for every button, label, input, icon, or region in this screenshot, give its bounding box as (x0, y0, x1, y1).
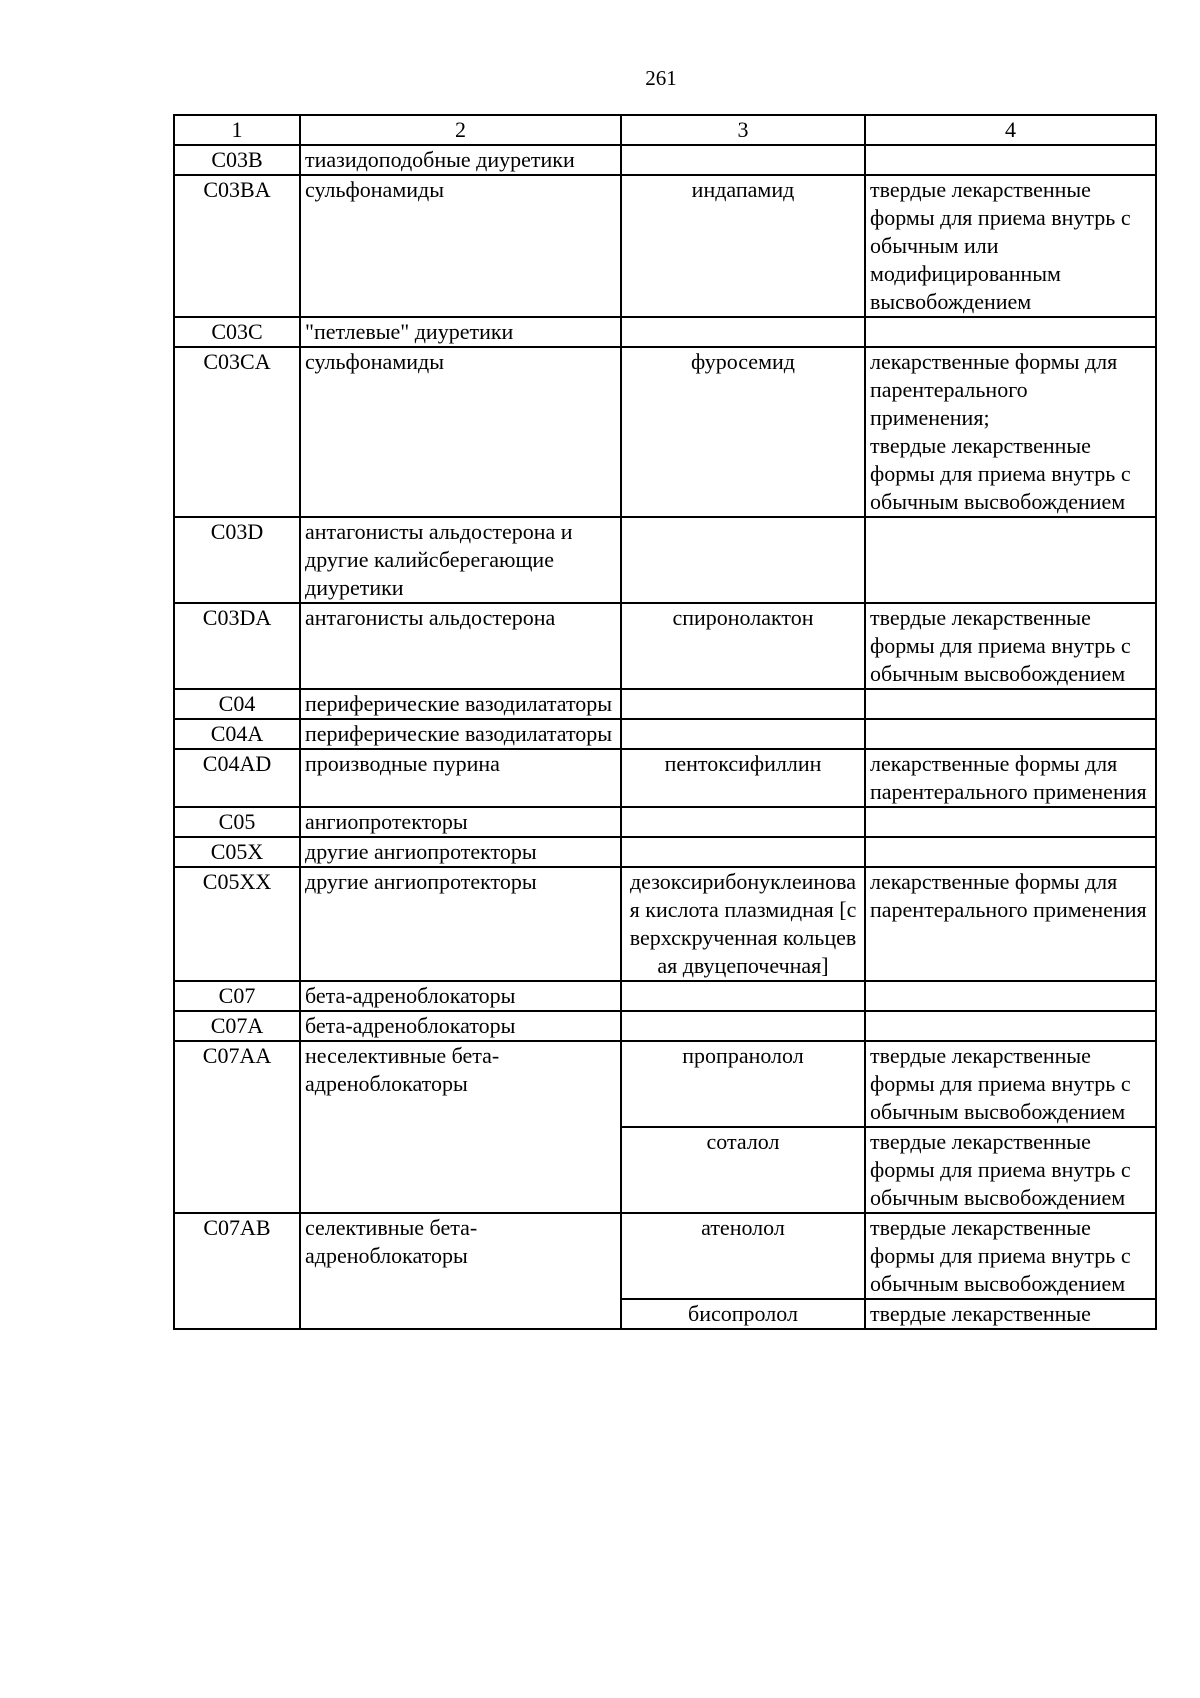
dosage-form: твердые лекарственные формы для приема внутрь с обычным высвобождением (865, 1127, 1156, 1213)
drug-name (621, 837, 865, 867)
atc-code: C05X (174, 837, 300, 867)
atc-drug-table (173, 114, 1157, 1330)
dosage-form (865, 719, 1156, 749)
atc-code: C05XX (174, 867, 300, 981)
table-row (174, 867, 1156, 981)
dosage-form: лекарственные формы для парентерального применения (865, 749, 1156, 807)
table-row (174, 1011, 1156, 1041)
group-name: неселективные бета-адреноблокаторы (300, 1041, 621, 1213)
group-name: селективные бета-адреноблокаторы (300, 1213, 621, 1329)
table-row (174, 749, 1156, 807)
dosage-form-line: твердые лекарственные формы для приема внутрь с обычным высвобождением (870, 433, 1131, 514)
group-name: бета-адреноблокаторы (300, 981, 621, 1011)
atc-code: C04A (174, 719, 300, 749)
drug-name (621, 807, 865, 837)
dosage-form: твердые лекарственные формы для приема внутрь с обычным высвобождением (865, 603, 1156, 689)
drug-name (621, 317, 865, 347)
group-name: тиазидоподобные диуретики (300, 145, 621, 175)
atc-code: C03B (174, 145, 300, 175)
group-name: сульфонамиды (300, 347, 621, 517)
drug-name: атенолол (621, 1213, 865, 1299)
table-row (174, 719, 1156, 749)
dosage-form: твердые лекарственные формы для приема внутрь с обычным или модифицированным высвобождением (865, 175, 1156, 317)
group-name: периферические вазодилататоры (300, 689, 621, 719)
drug-name (621, 981, 865, 1011)
drug-name: индапамид (621, 175, 865, 317)
table-row (174, 1041, 1156, 1127)
dosage-form (865, 517, 1156, 603)
atc-code: C04 (174, 689, 300, 719)
atc-code: C07 (174, 981, 300, 1011)
atc-code: C07AB (174, 1213, 300, 1329)
drug-name: дезоксирибонуклеиновая кислота плазмидная [сверхскрученная кольцевая двуцепочечная] (621, 867, 865, 981)
dosage-form (865, 145, 1156, 175)
group-name: антагонисты альдостерона и другие калийсберегающие диуретики (300, 517, 621, 603)
table-row (174, 981, 1156, 1011)
column-header-2: 2 (300, 115, 621, 145)
dosage-form (865, 689, 1156, 719)
atc-code: C04AD (174, 749, 300, 807)
table-row (174, 807, 1156, 837)
drug-name (621, 689, 865, 719)
table-header-row (174, 115, 1156, 145)
group-name: другие ангиопротекторы (300, 837, 621, 867)
dosage-form (865, 347, 1156, 517)
atc-code: C03CA (174, 347, 300, 517)
drug-name: соталол (621, 1127, 865, 1213)
drug-name: фуросемид (621, 347, 865, 517)
atc-code: C05 (174, 807, 300, 837)
dosage-form-line: лекарственные формы для парентерального применения; (870, 349, 1118, 430)
drug-name: бисопролол (621, 1299, 865, 1329)
table-row (174, 1213, 1156, 1299)
dosage-form: твердые лекарственные (865, 1299, 1156, 1329)
drug-name (621, 517, 865, 603)
drug-name (621, 1011, 865, 1041)
group-name: антагонисты альдостерона (300, 603, 621, 689)
column-header-1: 1 (174, 115, 300, 145)
dosage-form (865, 981, 1156, 1011)
atc-code: C07AA (174, 1041, 300, 1213)
table-row (174, 175, 1156, 317)
group-name: периферические вазодилататоры (300, 719, 621, 749)
table-row (174, 689, 1156, 719)
atc-code: C03D (174, 517, 300, 603)
group-name: ангиопротекторы (300, 807, 621, 837)
drug-name: пентоксифиллин (621, 749, 865, 807)
table-row (174, 837, 1156, 867)
drug-name: пропранолол (621, 1041, 865, 1127)
dosage-form (865, 837, 1156, 867)
dosage-form (865, 807, 1156, 837)
atc-code: C03BA (174, 175, 300, 317)
column-header-3: 3 (621, 115, 865, 145)
atc-code: C07A (174, 1011, 300, 1041)
dosage-form: лекарственные формы для парентерального применения (865, 867, 1156, 981)
drug-name: спиронолактон (621, 603, 865, 689)
atc-code: C03DA (174, 603, 300, 689)
group-name: другие ангиопротекторы (300, 867, 621, 981)
atc-code: C03C (174, 317, 300, 347)
group-name: "петлевые" диуретики (300, 317, 621, 347)
group-name: бета-адреноблокаторы (300, 1011, 621, 1041)
table-row (174, 347, 1156, 517)
table-row (174, 517, 1156, 603)
dosage-form (865, 1011, 1156, 1041)
table-row (174, 145, 1156, 175)
drug-name (621, 145, 865, 175)
table-row (174, 603, 1156, 689)
drug-name (621, 719, 865, 749)
page-number: 261 (645, 66, 677, 90)
dosage-form: твердые лекарственные формы для приема внутрь с обычным высвобождением (865, 1041, 1156, 1127)
group-name: производные пурина (300, 749, 621, 807)
table-row (174, 317, 1156, 347)
dosage-form (865, 317, 1156, 347)
dosage-form: твердые лекарственные формы для приема внутрь с обычным высвобождением (865, 1213, 1156, 1299)
column-header-4: 4 (865, 115, 1156, 145)
group-name: сульфонамиды (300, 175, 621, 317)
